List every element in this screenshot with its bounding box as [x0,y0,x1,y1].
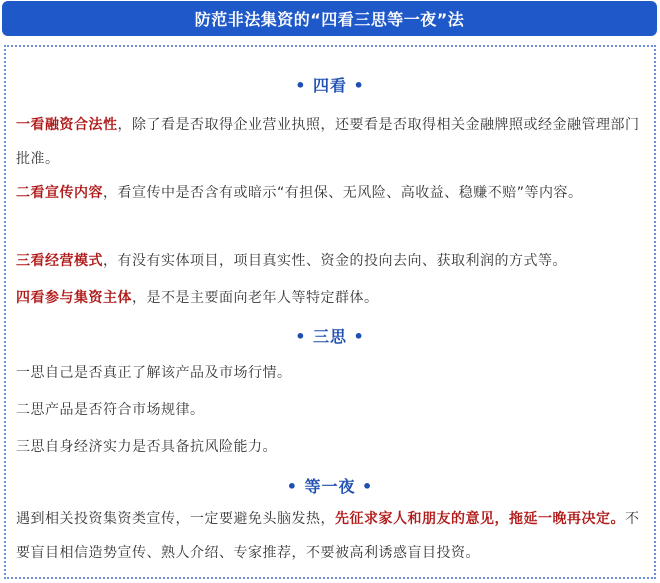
four-looks-item-4 [16,281,646,315]
four-looks-item-1-label: 一看融资合法性 [16,117,118,133]
section-heading-four-looks: • 四看 • [295,76,365,95]
four-looks-item-3-text: ，有没有实体项目，项目真实性、资金的投向去向、获取利润的方式等。 [103,253,567,269]
four-looks-item-4-text: ，是不是主要面向老年人等特定群体。 [132,290,379,306]
wait-one-night-highlight: 先征求家人和朋友的意见，拖延一晚再决定。 [335,511,625,527]
wait-one-night-paragraph [16,502,646,570]
four-looks-item-3-label: 三看经营模式 [16,253,103,269]
content-box [4,45,656,579]
three-thinks-item-1: 一思自己是否真正了解该产品及市场行情。 [16,365,292,381]
four-looks-item-2 [16,176,646,210]
section-heading-wait-one-night: • 等一夜 • [286,477,374,496]
three-thinks-item-2: 二思产品是否符合市场规律。 [16,402,205,418]
four-looks-item-3 [16,244,646,278]
wait-one-night-text-before: 遇到相关投资集资类宣传，一定要避免头脑发热， [16,511,335,527]
three-thinks-item-3: 三思自身经济实力是否具备抗风险能力。 [16,439,277,455]
page-title: 防范非法集资的“四看三思等一夜”法 [194,10,465,29]
four-looks-item-1-text: ，除了看是否取得企业营业执照，还要看是否取得相关金融牌照或经金融管理部门批准。 [16,117,640,167]
four-looks-item-1 [16,108,646,176]
section-heading-three-thinks: • 三思 • [295,327,365,346]
wait-one-night-text-after: 不要盲目相信造势宣传、熟人介绍、专家推荐，不要被高利诱惑盲目投资。 [16,511,640,561]
title-banner [2,1,657,36]
four-looks-item-4-label: 四看参与集资主体 [16,290,132,306]
four-looks-item-2-text: ，看宣传中是否含有或暗示“有担保、无风险、高收益、稳赚不赔”等内容。 [103,185,583,201]
four-looks-item-2-label: 二看宣传内容 [16,185,103,201]
